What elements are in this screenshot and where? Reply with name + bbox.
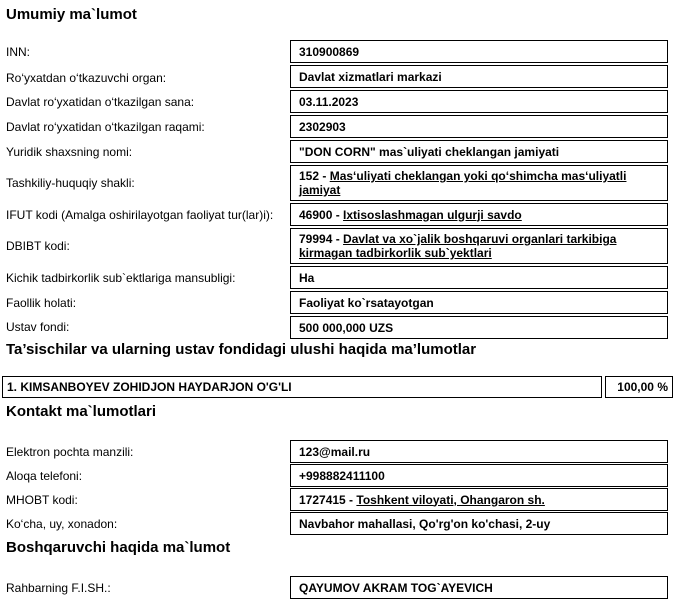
reg-number-label: Davlat ro‘yxatidan o‘tkazilgan raqami:: [6, 120, 205, 134]
mhobt-label: MHOBT kodi:: [6, 493, 78, 507]
founder-share: 100,00 %: [605, 376, 673, 398]
small-business-value: Ha: [290, 266, 668, 289]
dbibt-separator: -: [332, 232, 344, 246]
ifut-value: [290, 203, 668, 226]
inn-label: INN:: [6, 45, 30, 59]
small-business-label: Kichik tadbirkorlik sub`ektlariga mansubligi:: [6, 271, 236, 285]
ifut-separator: -: [332, 207, 344, 222]
reg-number-value: 2302903: [290, 115, 668, 138]
ifut-code: 46900: [299, 207, 333, 222]
email-value: 123@mail.ru: [290, 440, 668, 463]
manager-name-value: QAYUMOV AKRAM TOG`AYEVICH: [290, 576, 668, 599]
reg-organ-label: Ro‘yxatdan o‘tkazuvchi organ:: [6, 71, 167, 85]
mhobt-separator: -: [345, 492, 357, 507]
dbibt-label: DBIBT kodi:: [6, 239, 70, 253]
section-title-manager: Boshqaruvchi haqida ma`lumot: [6, 539, 231, 556]
mhobt-code: 1727415: [299, 492, 346, 507]
section-title-general: Umumiy ma`lumot: [6, 6, 137, 23]
mhobt-link[interactable]: Toshkent viloyati, Ohangaron sh.: [356, 492, 545, 507]
reg-date-value: 03.11.2023: [290, 90, 668, 113]
section-title-founders: Ta’sischilar va ularning ustav fondidagi ulushi haqida ma’lumotlar: [6, 341, 477, 358]
reg-date-label: Davlat ro‘yxatidan o‘tkazilgan sana:: [6, 95, 195, 109]
legal-form-link[interactable]: Mas‘uliyati cheklangan yoki qo‘shimcha mas‘uliyatli jamiyat: [299, 169, 627, 197]
entity-name-label: Yuridik shaxsning nomi:: [6, 145, 133, 159]
reg-organ-value: Davlat xizmatlari markazi: [290, 65, 668, 88]
activity-status-label: Faollik holati:: [6, 296, 77, 310]
legal-form-label: Tashkiliy-huquqiy shakli:: [6, 176, 135, 190]
ifut-link[interactable]: Ixtisoslashmagan ulgurji savdo: [343, 207, 522, 222]
inn-value: 310900869: [290, 40, 668, 63]
legal-form-code: 152: [299, 169, 320, 183]
section-title-contact: Kontakt ma`lumotlari: [6, 403, 157, 420]
charter-fund-label: Ustav fondi:: [6, 320, 70, 334]
dbibt-code: 79994: [299, 232, 333, 246]
ifut-label: IFUT kodi (Amalga oshirilayotgan faoliyat tur(lar)i):: [6, 208, 274, 222]
charter-fund-value: 500 000,000 UZS: [290, 316, 668, 339]
mhobt-value: [290, 488, 668, 511]
dbibt-value: [290, 228, 668, 264]
address-value: Navbahor mahallasi, Qo'rg'on ko'chasi, 2-uy: [290, 512, 668, 535]
phone-label: Aloqa telefoni:: [6, 469, 83, 483]
legal-form-separator: -: [319, 169, 330, 183]
founder-name: 1. KIMSANBOYEV ZOHIDJON HAYDARJON O'G'LI: [2, 376, 602, 398]
activity-status-value: Faoliyat ko`rsatayotgan: [290, 291, 668, 314]
dbibt-link[interactable]: Davlat va xo`jalik boshqaruvi organlari tarkibiga kirmagan tadbirkorlik sub`yektlari: [299, 232, 617, 260]
phone-value: +998882411100: [290, 464, 668, 487]
entity-name-value: "DON CORN" mas`uliyati cheklangan jamiyati: [290, 140, 668, 163]
address-label: Ko‘cha, uy, xonadon:: [6, 517, 118, 531]
manager-name-label: Rahbarning F.I.SH.:: [6, 581, 111, 595]
legal-form-value: [290, 165, 668, 201]
email-label: Elektron pochta manzili:: [6, 445, 134, 459]
